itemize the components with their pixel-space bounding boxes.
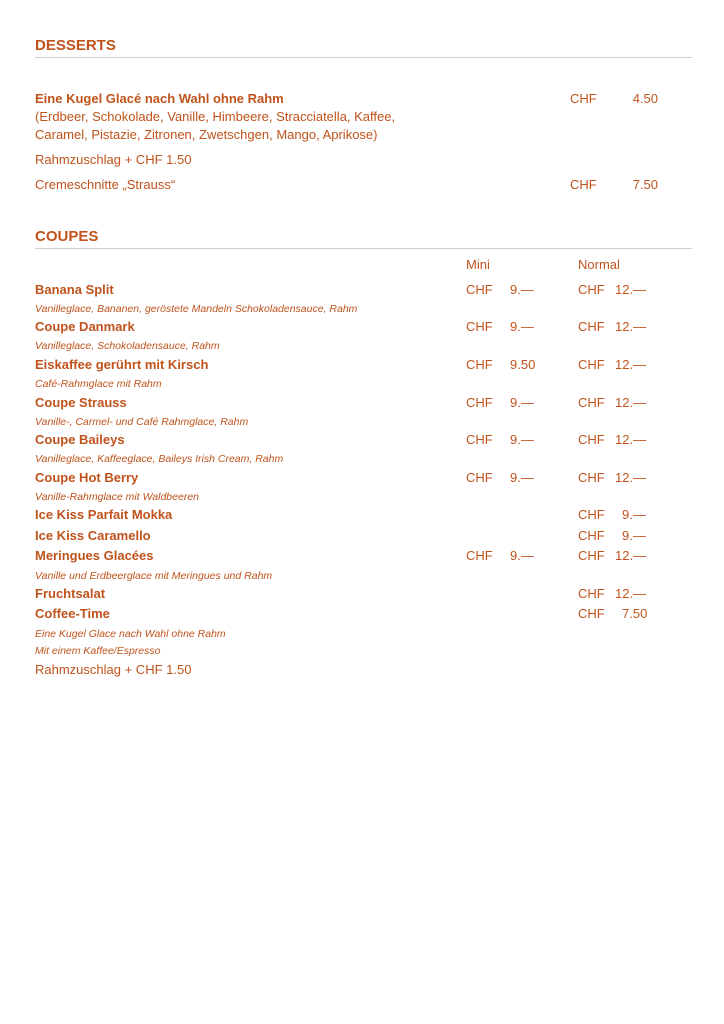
coupe-name-coffee-time: Coffee-Time bbox=[35, 606, 110, 621]
mini-currency: CHF bbox=[466, 319, 493, 334]
col-normal-header: Normal bbox=[578, 257, 620, 272]
glace-name: Eine Kugel Glacé nach Wahl ohne Rahm bbox=[35, 91, 284, 106]
desserts-divider bbox=[35, 57, 692, 58]
coupe-desc-eiskaffee: Café-Rahmglace mit Rahm bbox=[35, 378, 162, 390]
cremeschnitte-price: 7.50 bbox=[632, 177, 658, 192]
normal-price-ice-kiss-mokka: 9.— bbox=[622, 507, 646, 522]
mini-price-meringues: 9.— bbox=[510, 548, 534, 563]
glace-desc-line-2: Caramel, Pistazie, Zitronen, Zwetschgen, Mango, Aprikose) bbox=[35, 127, 378, 142]
mini-currency: CHF bbox=[466, 282, 493, 297]
coupe-name-hot-berry: Coupe Hot Berry bbox=[35, 470, 139, 485]
coupe-name-banana-split: Banana Split bbox=[35, 282, 114, 297]
coupe-name-meringues: Meringues Glacées bbox=[35, 548, 154, 563]
coupe-desc-hot-berry: Vanille-Rahmglace mit Waldbeeren bbox=[35, 491, 199, 503]
mini-price-banana-split: 9.— bbox=[510, 282, 534, 297]
coupe-name-baileys: Coupe Baileys bbox=[35, 432, 125, 447]
normal-currency: CHF bbox=[578, 357, 605, 372]
normal-currency: CHF bbox=[578, 319, 605, 334]
normal-price-coffee-time: 7.50 bbox=[622, 606, 648, 621]
coupe-name-danmark: Coupe Danmark bbox=[35, 319, 135, 334]
coupe-name-strauss: Coupe Strauss bbox=[35, 395, 127, 410]
coupe-name-eiskaffee: Eiskaffee gerührt mit Kirsch bbox=[35, 357, 209, 372]
normal-currency: CHF bbox=[578, 606, 605, 621]
normal-currency: CHF bbox=[578, 395, 605, 410]
coupe-name-ice-kiss-mokka: Ice Kiss Parfait Mokka bbox=[35, 507, 173, 522]
normal-price-meringues: 12.— bbox=[615, 548, 647, 563]
normal-currency: CHF bbox=[578, 507, 605, 522]
coupe-name-fruchtsalat: Fruchtsalat bbox=[35, 586, 106, 601]
desserts-title: DESSERTS bbox=[35, 37, 116, 54]
coupes-title: COUPES bbox=[35, 228, 99, 245]
mini-currency: CHF bbox=[466, 548, 493, 563]
normal-price-baileys: 12.— bbox=[615, 432, 647, 447]
mini-currency: CHF bbox=[466, 470, 493, 485]
normal-currency: CHF bbox=[578, 282, 605, 297]
mini-price-strauss: 9.— bbox=[510, 395, 534, 410]
normal-currency: CHF bbox=[578, 548, 605, 563]
normal-price-eiskaffee: 12.— bbox=[615, 357, 647, 372]
normal-currency: CHF bbox=[578, 432, 605, 447]
mini-currency: CHF bbox=[466, 432, 493, 447]
mini-price-danmark: 9.— bbox=[510, 319, 534, 334]
coupes-rahm-extra: Rahmzuschlag + CHF 1.50 bbox=[35, 662, 192, 677]
mini-price-eiskaffee: 9.50 bbox=[510, 357, 536, 372]
cremeschnitte-name: Cremeschnitte „Strauss“ bbox=[35, 177, 176, 192]
coupe-desc-danmark: Vanilleglace, Schokoladensauce, Rahm bbox=[35, 340, 220, 352]
desserts-rahm-extra: Rahmzuschlag + CHF 1.50 bbox=[35, 152, 192, 167]
coupes-divider bbox=[35, 248, 692, 249]
mini-price-hot-berry: 9.— bbox=[510, 470, 534, 485]
mini-price-baileys: 9.— bbox=[510, 432, 534, 447]
normal-price-banana-split: 12.— bbox=[615, 282, 647, 297]
normal-currency: CHF bbox=[578, 528, 605, 543]
glace-price: 4.50 bbox=[632, 91, 658, 106]
coupe-desc-baileys: Vanilleglace, Kaffeeglace, Baileys Irish Cream, Rahm bbox=[35, 453, 284, 465]
col-mini-header: Mini bbox=[466, 257, 490, 272]
normal-price-hot-berry: 12.— bbox=[615, 470, 647, 485]
normal-currency: CHF bbox=[578, 586, 605, 601]
mini-currency: CHF bbox=[466, 357, 493, 372]
glace-desc-line-1: (Erdbeer, Schokolade, Vanille, Himbeere, Stracciatella, Kaffee, bbox=[35, 109, 396, 124]
mini-currency: CHF bbox=[466, 395, 493, 410]
coupe-desc-coffee-time: Eine Kugel Glace nach Wahl ohne Rahm bbox=[35, 628, 226, 640]
normal-price-ice-kiss-caramello: 9.— bbox=[622, 528, 646, 543]
coupe-name-ice-kiss-caramello: Ice Kiss Caramello bbox=[35, 528, 151, 543]
normal-price-fruchtsalat: 12.— bbox=[615, 586, 647, 601]
normal-price-danmark: 12.— bbox=[615, 319, 647, 334]
coupe-desc-strauss: Vanille-, Carmel- und Café Rahmglace, Rahm bbox=[35, 416, 249, 428]
normal-price-strauss: 12.— bbox=[615, 395, 647, 410]
glace-currency: CHF bbox=[570, 91, 597, 106]
coupe-desc-meringues: Vanille und Erdbeerglace mit Meringues und Rahm bbox=[35, 570, 273, 582]
cremeschnitte-currency: CHF bbox=[570, 177, 597, 192]
normal-currency: CHF bbox=[578, 470, 605, 485]
coupe-desc-banana-split: Vanilleglace, Bananen, geröstete Mandeln Schokoladensauce, Rahm bbox=[35, 303, 358, 315]
coupe-desc2-coffee-time: Mit einem Kaffee/Espresso bbox=[35, 645, 161, 657]
